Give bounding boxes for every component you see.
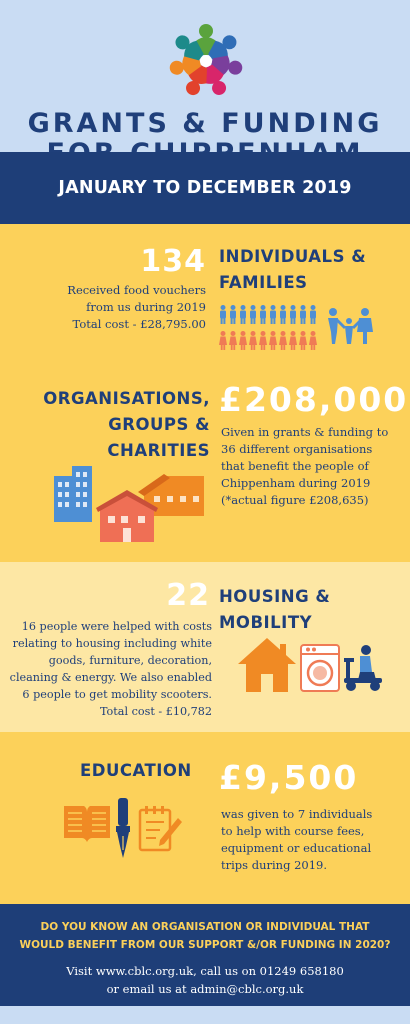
housing-text-line-4: cleaning & energy. We also enabled xyxy=(9,671,212,684)
individuals-heading-line-2: FAMILIES xyxy=(219,273,308,292)
education-text-line-3: equipment or educational xyxy=(221,841,372,855)
housing-heading xyxy=(219,584,399,636)
organisations-text-line-1: Given in grants & funding to xyxy=(221,425,389,439)
open-book-icon xyxy=(62,800,112,846)
people-icon-grid xyxy=(219,303,323,353)
housing-heading-line-1: HOUSING & xyxy=(219,587,331,606)
person-icon xyxy=(220,305,316,324)
housing-number: 22 xyxy=(166,578,210,613)
person-female-icon xyxy=(219,331,317,350)
organisations-heading-line-2: GROUPS & xyxy=(108,415,210,434)
individuals-heading-line-1: INDIVIDUALS & xyxy=(219,247,367,266)
washing-machine-icon xyxy=(300,644,340,692)
education-text-line-1: was given to 7 individuals xyxy=(221,807,373,821)
footer-question-line-2: WOULD BENEFIT FROM OUR SUPPORT &/OR FUNDING IN 2020? xyxy=(19,939,391,951)
family-icon xyxy=(325,306,375,346)
mobility-scooter-icon xyxy=(342,644,384,692)
period-label: JANUARY TO DECEMBER 2019 xyxy=(58,178,352,198)
housing-text-line-2: relating to housing including white xyxy=(12,637,212,650)
education-text xyxy=(221,806,406,874)
education-heading: EDUCATION xyxy=(80,761,192,780)
education-number: £9,500 xyxy=(219,758,359,797)
home-icon xyxy=(236,636,298,694)
organisations-text-line-3: that benefit the people of xyxy=(221,459,369,473)
housing-text-line-1: 16 people were helped with costs xyxy=(21,620,212,633)
individuals-text-line-1: Received food vouchers xyxy=(67,283,206,297)
individuals-heading xyxy=(219,244,399,296)
title-line-1: GRANTS & FUNDING xyxy=(27,108,383,139)
housing-heading-line-2: MOBILITY xyxy=(219,613,313,632)
bottom-strip xyxy=(0,1006,410,1024)
education-text-line-4: trips during 2019. xyxy=(221,858,328,872)
organisations-heading-line-1: ORGANISATIONS, xyxy=(43,389,210,408)
individuals-number: 134 xyxy=(140,244,206,279)
footer-contact-line-2[interactable]: or email us at admin@cblc.org.uk xyxy=(106,982,304,996)
buildings-illustration xyxy=(52,462,208,544)
housing-text-line-6: Total cost - £10,782 xyxy=(99,705,212,718)
office-building-icon xyxy=(54,466,92,522)
individuals-text-line-2: from us during 2019 xyxy=(86,300,206,314)
housing-text xyxy=(4,618,212,720)
footer-contact-line-1[interactable]: Visit www.cblc.org.uk, call us on 01249 658180 xyxy=(66,964,344,978)
organisations-number: £208,000 xyxy=(219,380,409,419)
housing-text-line-5: 6 people to get mobility scooters. xyxy=(22,688,212,701)
individuals-text-line-3: Total cost - £28,795.00 xyxy=(72,317,206,331)
organisations-text-line-4: Chippenham during 2019 xyxy=(221,476,371,490)
footer-question-line-1: DO YOU KNOW AN ORGANISATION OR INDIVIDUAL THAT xyxy=(40,921,370,933)
organisations-text-line-5: (*actual figure £208,635) xyxy=(221,493,369,507)
fountain-pen-icon xyxy=(112,796,134,860)
housing-text-line-3: goods, furniture, decoration, xyxy=(48,654,212,667)
organisations-heading xyxy=(20,386,210,464)
organisations-text-line-2: 36 different organisations xyxy=(221,442,373,456)
notepad-icon xyxy=(138,804,184,854)
individuals-text xyxy=(20,282,206,333)
period-bar xyxy=(0,152,410,224)
education-text-line-2: to help with course fees, xyxy=(221,824,365,838)
organisations-text xyxy=(221,424,406,509)
organisations-heading-line-3: CHARITIES xyxy=(107,441,210,460)
community-logo-icon xyxy=(163,18,249,102)
